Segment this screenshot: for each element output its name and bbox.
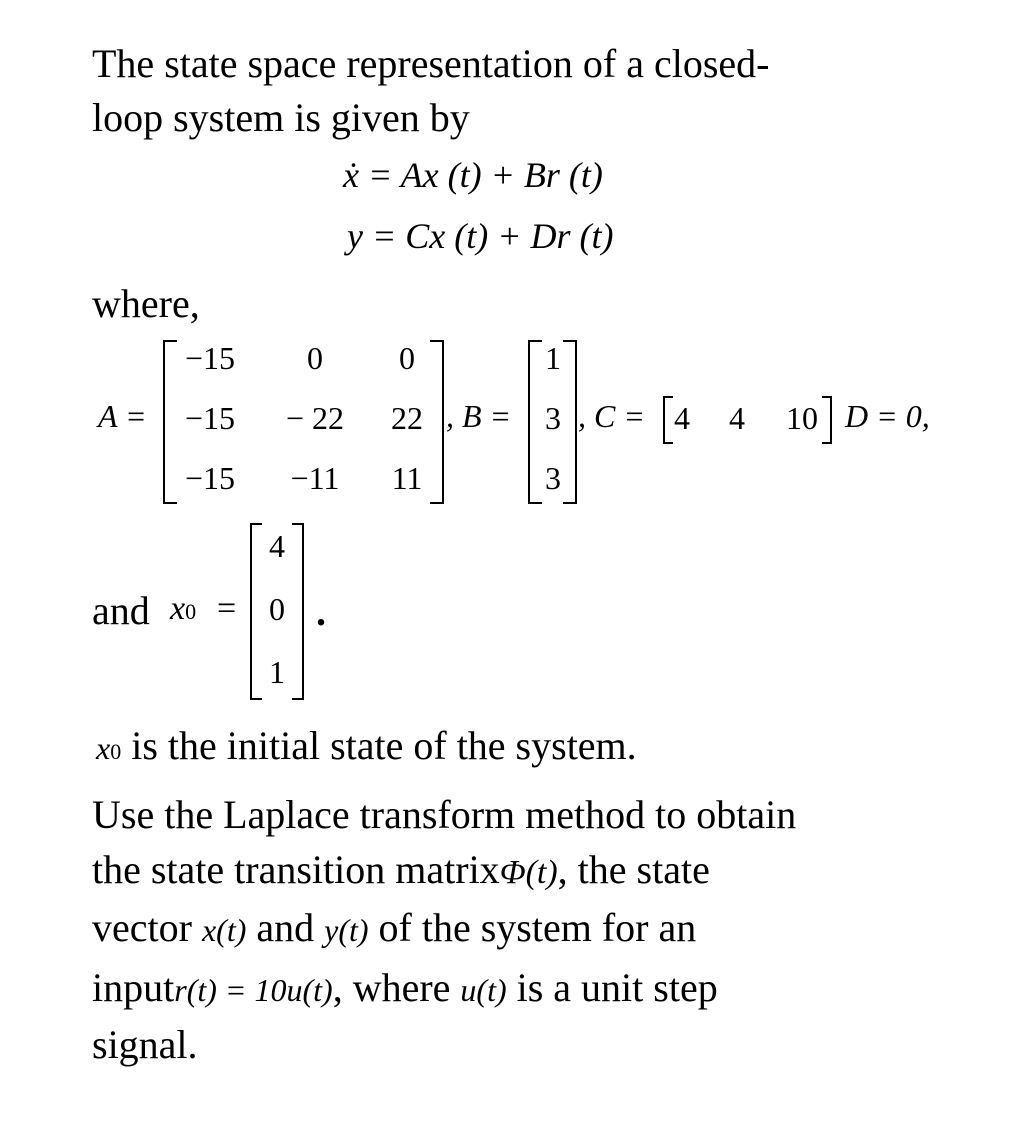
matrix-a-cell: 22 bbox=[391, 400, 423, 436]
output-equation: y = Cx (t) + Dr (t) bbox=[347, 216, 614, 256]
matrix-d-equation: D = 0, bbox=[845, 398, 930, 434]
matrix-a-cell: − 22 bbox=[285, 400, 345, 436]
task-line-4: inputr(t) = 10u(t), where u(t) is a unit step bbox=[92, 965, 718, 1010]
matrix-a-cell: −15 bbox=[184, 340, 236, 376]
matrix-a-label: A = bbox=[98, 398, 147, 434]
task-line-2: the state transition matrixΦ(t), the state bbox=[92, 847, 710, 892]
matrix-a-cell: −15 bbox=[184, 400, 236, 436]
matrix-a-cell: −15 bbox=[184, 460, 236, 496]
matrix-b-cell: 1 bbox=[545, 340, 561, 376]
x0-cell: 1 bbox=[269, 654, 285, 690]
matrix-b-cell: 3 bbox=[545, 400, 561, 436]
matrix-b-cell: 3 bbox=[545, 460, 561, 496]
where-label: where, bbox=[92, 281, 200, 326]
x0-period: . bbox=[316, 589, 326, 634]
matrix-b-label: , B = bbox=[446, 398, 512, 434]
matrix-c-cell: 4 bbox=[674, 400, 690, 436]
x0-equals: = bbox=[217, 590, 237, 627]
intro-line-1: The state space representation of a closed- bbox=[92, 41, 770, 86]
matrix-a-cell: 0 bbox=[307, 340, 323, 376]
x0-symbol: x0 bbox=[170, 590, 197, 627]
matrix-c-cell: 10 bbox=[786, 400, 818, 436]
state-equation: ẋ = Ax (t) + Br (t) bbox=[343, 155, 603, 195]
task-line-1: Use the Laplace transform method to obtain bbox=[92, 792, 797, 837]
matrix-a-cell: 11 bbox=[391, 460, 423, 496]
intro-line-2: loop system is given by bbox=[92, 95, 470, 140]
matrix-c-cell: 4 bbox=[729, 400, 745, 436]
x0-cell: 0 bbox=[269, 591, 285, 627]
x0-description: x0 is the initial state of the system. bbox=[96, 723, 637, 768]
matrix-c-label: , C = bbox=[578, 398, 645, 434]
matrix-a-cell: 0 bbox=[399, 340, 415, 376]
task-line-5: signal. bbox=[92, 1022, 198, 1067]
and-label: and bbox=[92, 588, 150, 633]
matrix-a-cell: −11 bbox=[290, 460, 340, 496]
task-line-3: vector x(t) and y(t) of the system for an bbox=[92, 905, 697, 950]
x0-cell: 4 bbox=[269, 528, 285, 564]
